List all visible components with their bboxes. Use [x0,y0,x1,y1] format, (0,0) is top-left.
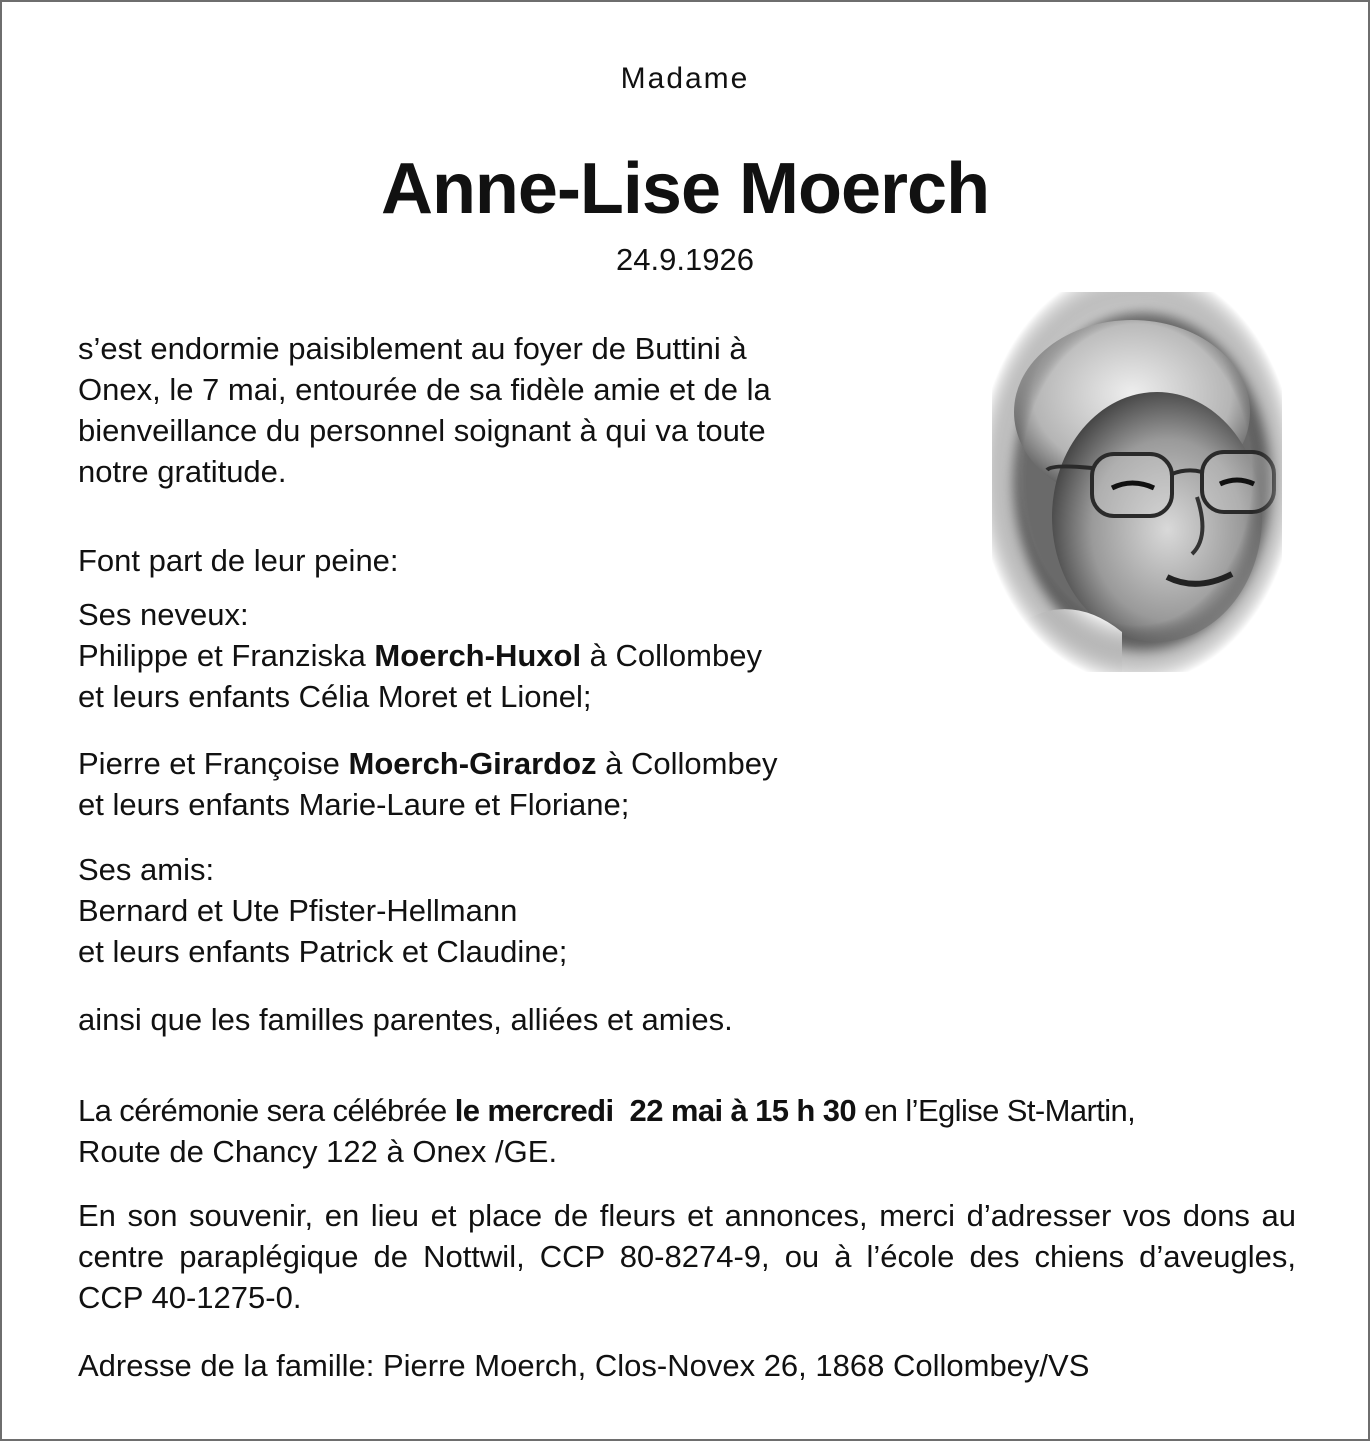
ceremony-prefix: La cérémonie sera célébrée [78,1093,455,1128]
family-surname: Moerch-Huxol [374,638,582,673]
family-surname: Moerch-Girardoz [348,746,597,781]
family-location: à Collombey [581,638,762,673]
intro-line: notre gratitude. [78,454,287,489]
family-line [78,743,777,784]
ceremony-line [78,1090,1296,1131]
ceremony-block [78,1090,1296,1172]
family-line [78,635,762,676]
birth-date: 24.9.1926 [616,242,754,277]
nephews-heading: Ses neveux: [78,597,249,632]
intro-line: bienveillance du personnel soignant à qui va toute [78,413,766,448]
family-address: Adresse de la famille: Pierre Moerch, Clos-Novex 26, 1868 Collombey/VS [78,1348,1090,1383]
family-block [78,743,777,825]
ceremony-location: en l’Eglise St-Martin, [856,1093,1136,1128]
ceremony-address: Route de Chancy 122 à Onex /GE. [78,1134,558,1169]
mourners-intro: Font part de leur peine: [78,543,399,578]
ceremony-date-time: le mercredi 22 mai à 15 h 30 [454,1093,857,1128]
donations-paragraph: En son souvenir, en lieu et place de fleurs et annonces, merci d’adresser vos dons au centre paraplégique de Nottwil, CCP 80-8274-9, ou à l’école des chiens d’aveugles, CCP 40-1275-0. [78,1198,1296,1315]
portrait-photo-icon [992,292,1282,672]
friends-block [78,849,567,972]
family-first-names: Pierre et Françoise [78,746,349,781]
honorific: Madame [620,62,750,95]
family-children: et leurs enfants Célia Moret et Lionel; [78,679,592,714]
closing-line: ainsi que les familles parentes, alliées et amies. [78,1002,733,1037]
family-first-names: Philippe et Franziska [78,638,375,673]
friends-heading: Ses amis: [78,852,215,887]
intro-line: Onex, le 7 mai, entourée de sa fidèle amie et de la [78,372,771,407]
friends-children: et leurs enfants Patrick et Claudine; [78,934,568,969]
intro-paragraph [78,328,771,492]
friends-names: Bernard et Ute Pfister-Hellmann [78,893,518,928]
deceased-name: Anne-Lise Moerch [380,149,990,229]
family-children: et leurs enfants Marie-Laure et Floriane; [78,787,630,822]
intro-line: s’est endormie paisiblement au foyer de Buttini à [78,331,747,366]
nephews-block [78,594,762,717]
family-location: à Collombey [596,746,778,781]
